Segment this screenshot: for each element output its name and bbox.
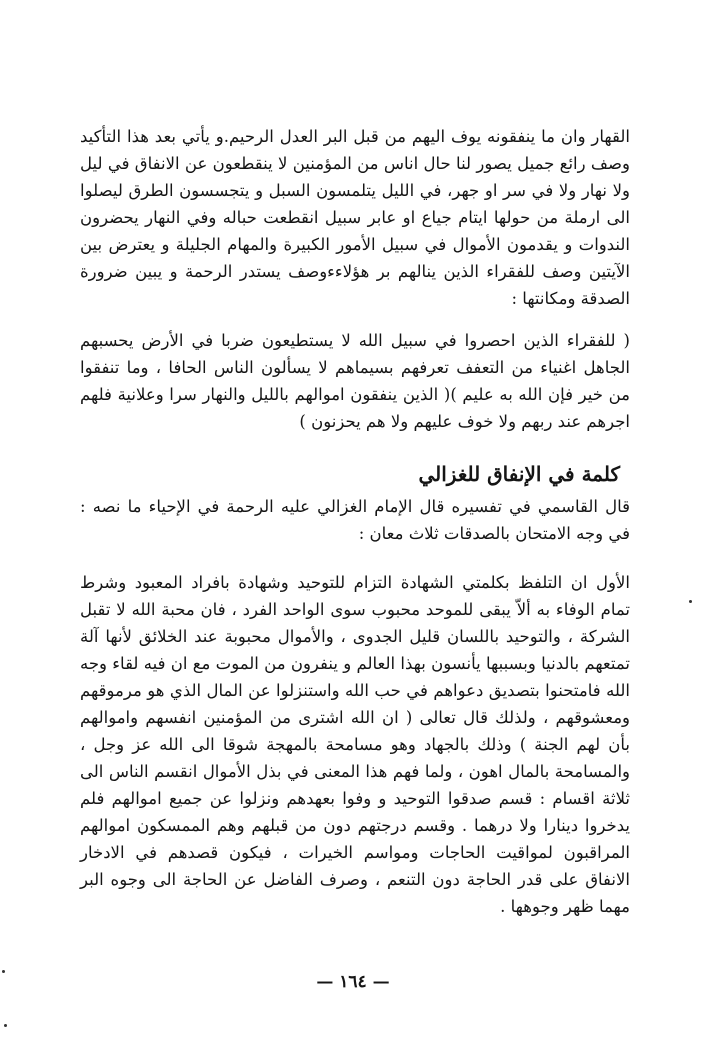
page-number: — ١٦٤ — (316, 972, 390, 992)
margin-speck (2, 970, 5, 973)
margin-speck (689, 600, 692, 603)
paragraph-text: قال القاسمي في تفسيره قال الإمام الغزالي عليه الرحمة في الإحياء ما نصه : في وجه الامتحان بالصدقات ثلاث معان : (80, 497, 630, 543)
margin-speck (4, 1024, 7, 1027)
section-heading: كلمة في الإنفاق للغزالي (418, 462, 620, 486)
quran-quote (80, 327, 630, 435)
quote-text: ( للفقراء الذين احصروا في سبيل الله لا يستطيعون ضربا في الأرض يحسبهم الجاهل اغنياء من التعفف تعرفهم بسيماهم لا يسألون الناس الحافا ، وما تنفقوا من خير فإن الله به عليم )( الذين ينفقون اموالهم بالليل والنهار سرا وعلانية فلهم اجرهم عند ربهم ولا خوف عليهم ولا هم يحزنون ) (80, 331, 630, 431)
body-paragraph-2 (80, 493, 630, 547)
paragraph-text: القهار وان ما ينفقونه يوف اليهم من قبل البر العدل الرحيم.و يأتي بعد هذا التأكيد وصف رائع جميل يصور لنا حال اناس من المؤمنين لا ينقطعون عن الانفاق في ليل ولا نهار ولا في سر او جهر، في الليل يتلمسون السبل و يتجسسون الطرق ليصلوا الى ارملة من حولها ايتام جياع او عابر سبيل انقطعت حباله وفي النهار يحضرون الندوات و يقدمون الأموال في سبيل الأمور الكبيرة والمهام الجليلة و يعترض بين الآيتين وصف للفقراء الذين ينالهم بر هؤلاءءوصف يستدر الرحمة و يبين ضرورة الصدقة ومكانتها : (80, 127, 630, 308)
paragraph-text: الأول ان التلفظ بكلمتي الشهادة التزام للتوحيد وشهادة بافراد المعبود وشرط تمام الوفاء به ألاّ يبقى للموحد محبوب سوى الواحد الفرد ، فان محبة الله لا تقبل الشركة ، والتوحيد باللسان قليل الجدوى ، والأموال محبوبة عند الخلائق لأنها آلة تمتعهم بالدنيا وبسببها يأنسون بهذا العالم و ينفرون من الموت مع ان فيه لقاء وجه الله فامتحنوا بتصديق دعواهم في حب الله واستنزلوا عن المال الذي هو مرموقهم ومعشوقهم ، ولذلك قال تعالى ( ان الله اشترى من المؤمنين انفسهم واموالهم بأن لهم الجنة ) وذلك بالجهاد وهو مسامحة بالمهجة شوقا الى الله عز وجل ، والمسامحة بالمال اهون ، ولما فهم هذا المعنى في بذل الأموال انقسم الناس الى ثلاثة اقسام : قسم صدقوا التوحيد و وفوا بعهدهم ونزلوا عن جميع اموالهم فلم يدخروا دينارا ولا درهما . وقسم درجتهم دون من قبلهم وهم الممسكون اموالهم المراقبون لمواقيت الحاجات ومواسم الخيرات ، فيكون قصدهم في الادخار الانفاق على قدر الحاجة دون التنعم ، وصرف الفاضل عن الحاجة الى وجوه البر مهما ظهر وجوهها . (80, 573, 630, 916)
body-paragraph-3 (80, 569, 630, 920)
body-paragraph-1 (80, 123, 630, 312)
